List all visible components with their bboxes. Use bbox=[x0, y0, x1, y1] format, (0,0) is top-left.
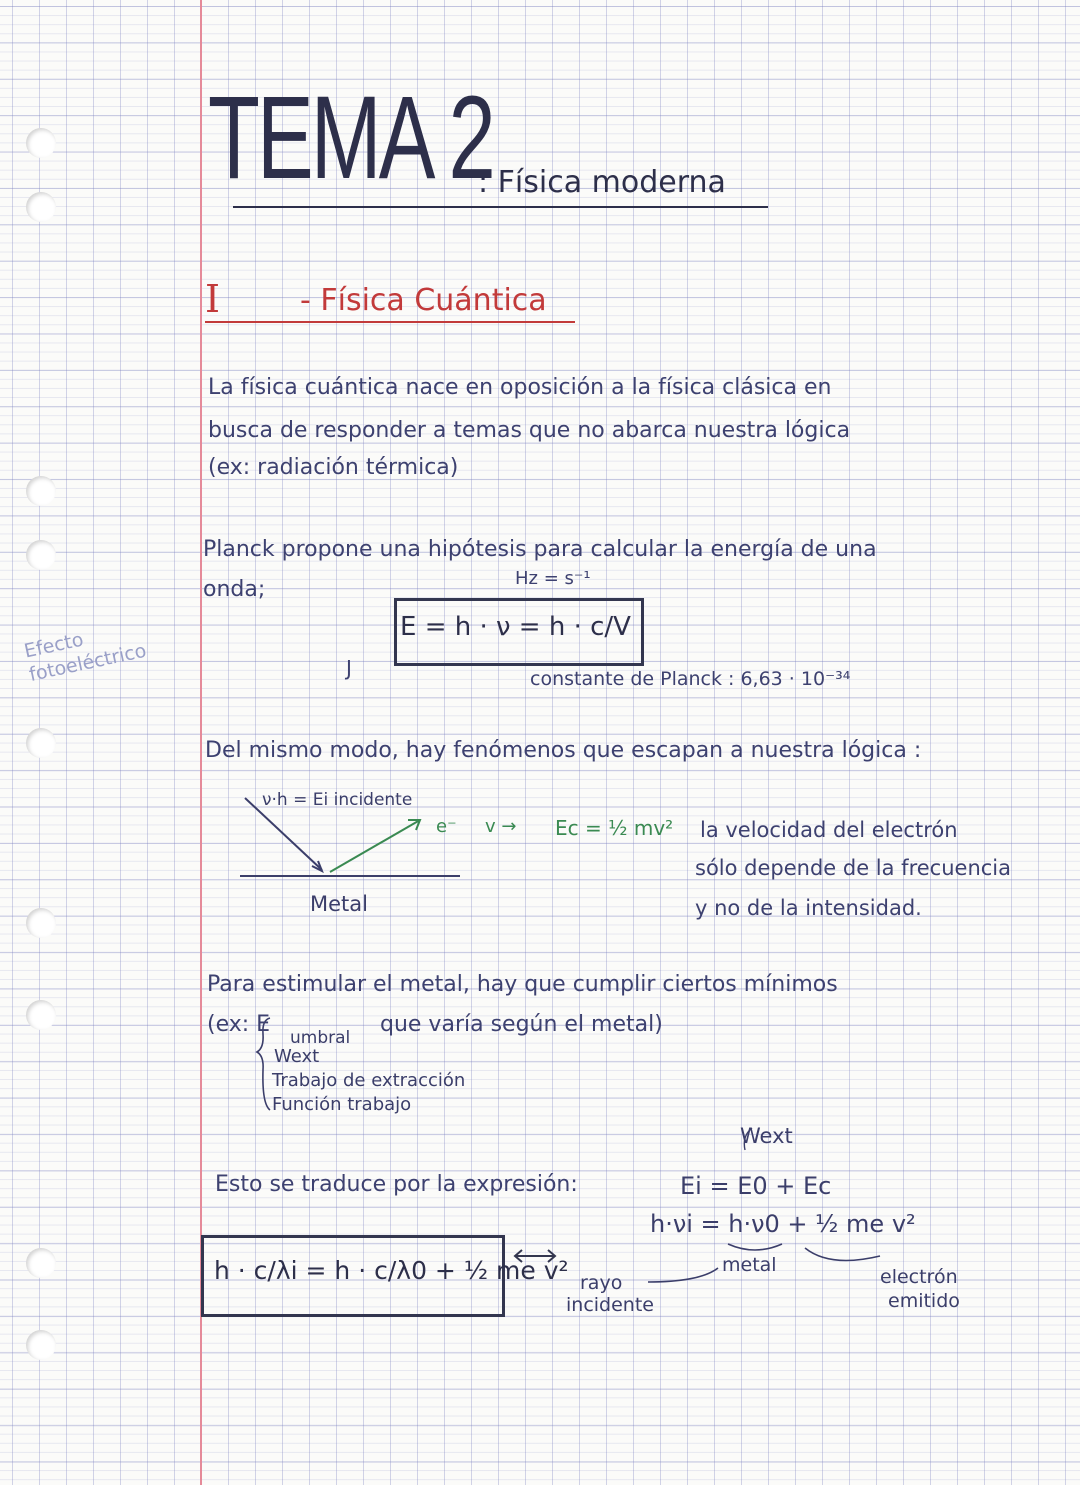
section-title: - Física Cuántica bbox=[300, 283, 547, 318]
energy-equation: Ei = E0 + Ec bbox=[680, 1172, 832, 1200]
minimums-line-1: Para estimular el metal, hay que cumplir ciertos mínimos bbox=[207, 972, 838, 997]
electron-label: e⁻ bbox=[436, 816, 457, 837]
units-note: Hz = s⁻¹ bbox=[515, 568, 591, 589]
photo-note-3: y no de la intensidad. bbox=[695, 896, 922, 920]
intro-line-2: busca de responder a temas que no abarca nuestra lógica bbox=[208, 418, 851, 443]
emitido-annotation: emitido bbox=[888, 1290, 960, 1312]
page-title: TEMA 2 bbox=[208, 72, 493, 204]
incident-label: ν·h = Ei incidente bbox=[262, 790, 413, 810]
alt-trabajo-extraccion: Trabajo de extracción bbox=[272, 1070, 466, 1091]
intro-line-3: (ex: radiación térmica) bbox=[208, 455, 459, 480]
rayo-annotation: rayo bbox=[580, 1272, 623, 1294]
alt-funcion-trabajo: Función trabajo bbox=[272, 1094, 412, 1115]
side-note: Efecto fotoeléctrico bbox=[22, 628, 149, 686]
electron-brace bbox=[805, 1248, 880, 1261]
section-number: I bbox=[205, 277, 221, 321]
metal-annotation: metal bbox=[722, 1254, 777, 1276]
wext-label: Wext bbox=[740, 1124, 793, 1148]
velocity-label: v → bbox=[485, 816, 517, 837]
final-formula: h · c/λi = h · c/λ0 + ½ me v² bbox=[214, 1256, 569, 1285]
photo-note-2: sólo depende de la frecuencia bbox=[695, 856, 1012, 880]
metal-label: Metal bbox=[310, 892, 368, 916]
intro-line-1: La física cuántica nace en oposición a la física clásica en bbox=[208, 375, 832, 400]
alt-wext: Wext bbox=[274, 1046, 320, 1067]
planck-formula: E = h · ν = h · c/V bbox=[400, 612, 631, 642]
rayo-pointer bbox=[648, 1268, 718, 1282]
photo-note-1: la velocidad del electrón bbox=[700, 818, 958, 842]
minimums-line-2-rest: que varía según el metal) bbox=[380, 1012, 663, 1037]
emitted-ray bbox=[330, 820, 420, 872]
planck-constant-note: constante de Planck : 6,63 · 10⁻³⁴ bbox=[530, 668, 851, 690]
metal-brace bbox=[728, 1244, 782, 1250]
photo-intro: Del mismo modo, hay fenómenos que escapan a nuestra lógica : bbox=[205, 738, 922, 763]
page-subtitle: : Física moderna bbox=[478, 165, 726, 200]
planck-line-2: onda; bbox=[203, 577, 266, 602]
incidente-annotation: incidente bbox=[566, 1294, 654, 1316]
planck-line-1: Planck propone una hipótesis para calcular la energía de una bbox=[203, 537, 877, 562]
umbral-subscript: umbral bbox=[290, 1028, 351, 1048]
electron-annotation: electrón bbox=[880, 1266, 958, 1288]
minimums-line-2: (ex: E bbox=[207, 1012, 271, 1037]
joule-label: J bbox=[346, 656, 352, 680]
incident-ray bbox=[245, 798, 322, 870]
kinetic-energy-formula: Ec = ½ mv² bbox=[555, 816, 674, 840]
expression-intro: Esto se traduce por la expresión: bbox=[215, 1172, 578, 1197]
frequency-equation: h·νi = h·ν0 + ½ me v² bbox=[650, 1210, 916, 1238]
